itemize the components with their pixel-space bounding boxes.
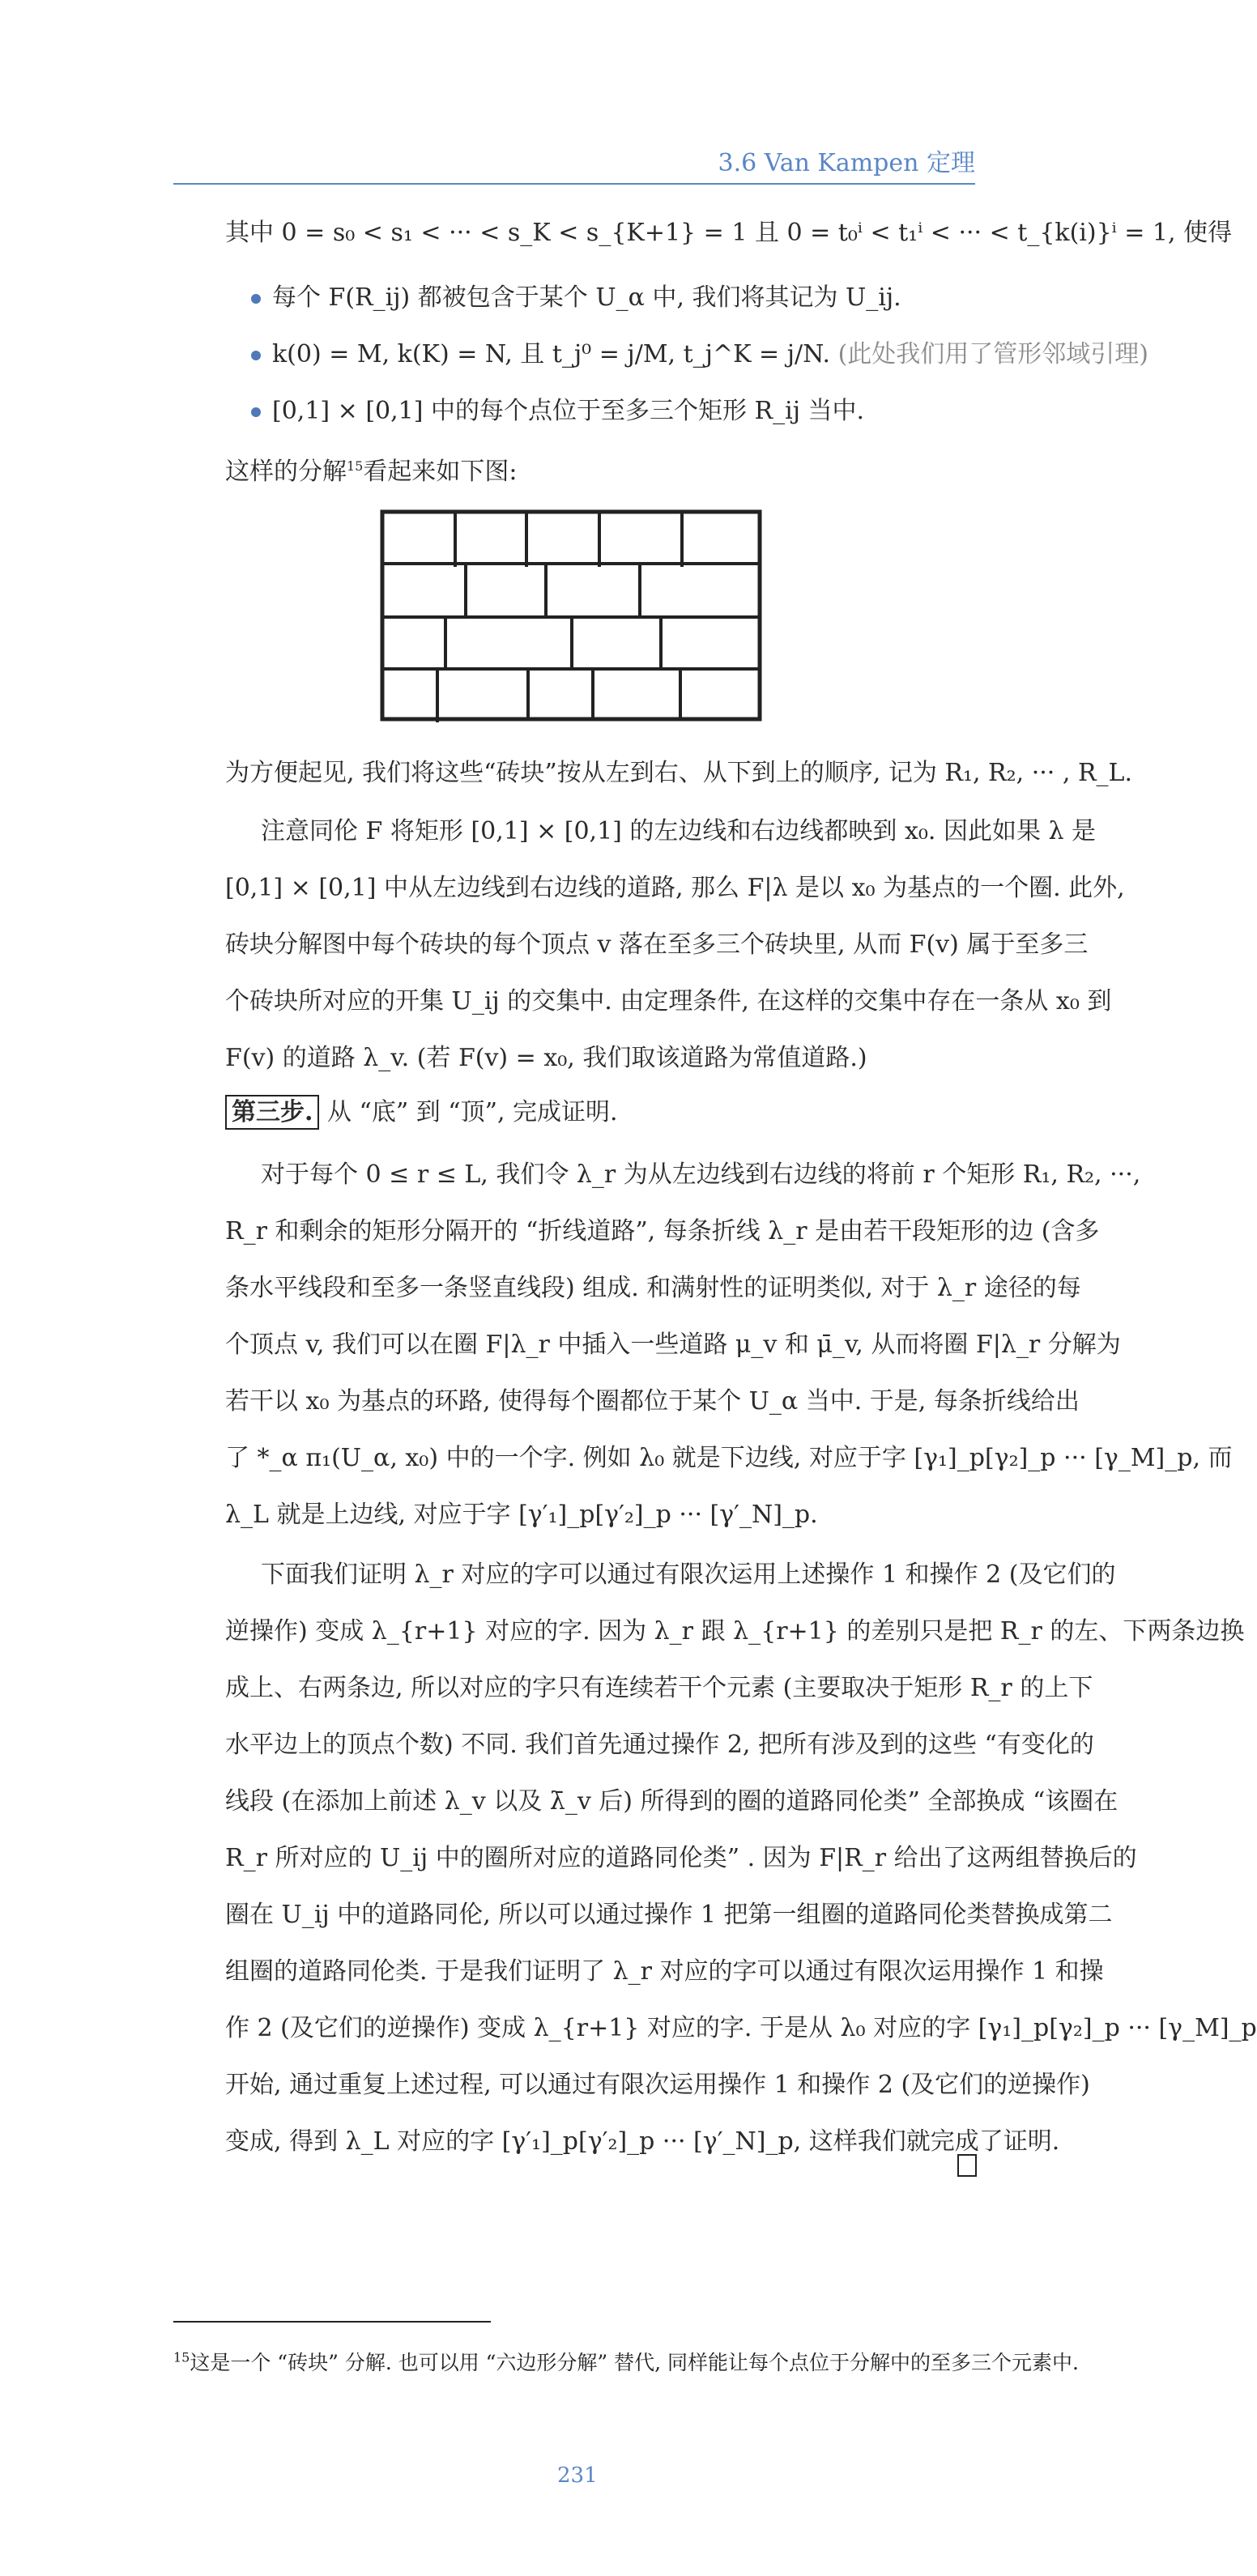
bullet-note: (此处我们用了管形邻域引理): [837, 340, 1148, 368]
paragraph-3-line: 组圈的道路同伦类. 于是我们证明了 λ_r 对应的字可以通过有限次运用操作 1 和操: [225, 1957, 1104, 1986]
paragraph-1-line: 砖块分解图中每个砖块的每个顶点 v 落在至多三个砖块里, 从而 F(v) 属于至多三: [225, 930, 1089, 959]
intro-line: 其中 0 = s₀ < s₁ < ··· < s_K < s_{K+1} = 1 且 0 = t₀ⁱ < t₁ⁱ < ··· < t_{k(i)}ⁱ = 1, 使得: [225, 219, 1233, 247]
paragraph-3-line: R_r 所对应的 U_ij 中的圈所对应的道路同伦类” . 因为 F|R_r 给出了这两组替换后的: [225, 1844, 1137, 1872]
header-rule: [173, 183, 975, 185]
paragraph-3-line: 作 2 (及它们的逆操作) 变成 λ_{r+1} 对应的字. 于是从 λ₀ 对应的字 [γ₁]_p[γ₂]_p ··· [γ_M]_p: [225, 2014, 1257, 2042]
step-3-label: 第三步.: [225, 1095, 319, 1130]
paragraph-2-line: 若干以 x₀ 为基点的环路, 使得每个圈都位于某个 U_α 当中. 于是, 每条折线给出: [225, 1387, 1080, 1416]
paragraph-1-line: 注意同伦 F 将矩形 [0,1] × [0,1] 的左边线和右边线都映到 x₀. 因此如果 λ 是: [261, 817, 1097, 845]
bullet-dot: [251, 351, 261, 360]
paragraph-2-line: 了 *_α π₁(U_α, x₀) 中的一个字. 例如 λ₀ 就是下边线, 对应于字 [γ₁]_p[γ₂]_p ··· [γ_M]_p, 而: [225, 1444, 1233, 1472]
step-3-line: [225, 1096, 978, 1129]
paragraph-1-line: [0,1] × [0,1] 中从左边线到右边线的道路, 那么 F|λ 是以 x₀ 为基点的一个圈. 此外,: [225, 874, 1125, 902]
bullet-item: [0,1] × [0,1] 中的每个点位于至多三个矩形 R_ij 当中.: [272, 397, 865, 425]
step-3-text: 从 “底” 到 “顶”, 完成证明.: [327, 1098, 618, 1126]
footnote-number: 15: [173, 2349, 190, 2365]
paragraph-1-line: F(v) 的道路 λ_v. (若 F(v) = x₀, 我们取该道路为常值道路.): [225, 1044, 867, 1072]
bullet-item: [272, 338, 1148, 371]
paragraph-3-line: 成上、右两条边, 所以对应的字只有连续若干个元素 (主要取决于矩形 R_r 的上下: [225, 1674, 1093, 1702]
paragraph-2-line: 条水平线段和至多一条竖直线段) 组成. 和满射性的证明类似, 对于 λ_r 途径的每: [225, 1274, 1081, 1302]
paragraph-3-line: 开始, 通过重复上述过程, 可以通过有限次运用操作 1 和操作 2 (及它们的逆操作): [225, 2071, 1090, 2099]
paragraph-1-line: 个砖块所对应的开集 U_ij 的交集中. 由定理条件, 在这样的交集中存在一条从 x₀ 到: [225, 987, 1112, 1015]
paragraph-3-line: 线段 (在添加上前述 λ_v 以及 λ̄_v 后) 所得到的圈的道路同伦类” 全部换成 “该圈在: [225, 1787, 1119, 1816]
brick-decomposition-figure: [381, 510, 761, 721]
bullet-item-main: k(0) = M, k(K) = N, 且 t_j⁰ = j/M, t_j^K = j/N.: [272, 340, 831, 368]
footnote: [173, 2347, 1079, 2376]
paragraph-3-line: 圈在 U_ij 中的道路同伦, 所以可以通过操作 1 把第一组圈的道路同伦类替换成第二: [225, 1901, 1113, 1929]
paragraph-3-line: 水平边上的顶点个数) 不同. 我们首先通过操作 2, 把所有涉及到的这些 “有变化的: [225, 1731, 1094, 1759]
bullet-dot: [251, 407, 261, 417]
page-number: 231: [557, 2463, 598, 2488]
paragraph-3-line: 变成, 得到 λ_L 对应的字 [γ′₁]_p[γ′₂]_p ··· [γ′_N]_p, 这样我们就完成了证明.: [225, 2127, 1060, 2156]
bullet-item: 每个 F(R_ij) 都被包含于某个 U_α 中, 我们将其记为 U_ij.: [272, 283, 901, 312]
footnote-rule: [173, 2321, 491, 2323]
footnote-mark[interactable]: 15: [347, 458, 364, 474]
paragraph-3-line: 下面我们证明 λ_r 对应的字可以通过有限次运用上述操作 1 和操作 2 (及它们的: [261, 1561, 1116, 1589]
footnote-text: 这是一个 “砖块” 分解. 也可以用 “六边形分解” 替代, 同样能让每个点位于分解中的至多三个元素中.: [190, 2351, 1080, 2374]
paragraph-2-line: 个顶点 v, 我们可以在圈 F|λ_r 中插入一些道路 μ_v 和 μ̄_v, 从而将圈 F|λ_r 分解为: [225, 1331, 1121, 1359]
after-figure-line: 为方便起见, 我们将这些“砖块”按从左到右、从下到上的顺序, 记为 R₁, R₂, ··· , R_L.: [225, 759, 1132, 787]
paragraph-3-line: 逆操作) 变成 λ_{r+1} 对应的字. 因为 λ_r 跟 λ_{r+1} 的差别只是把 R_r 的左、下两条边换: [225, 1617, 1245, 1646]
running-header: 3.6 Van Kampen 定理: [718, 149, 975, 177]
paragraph-2-line: 对于每个 0 ≤ r ≤ L, 我们令 λ_r 为从左边线到右边线的将前 r 个矩形 R₁, R₂, ···,: [261, 1160, 1141, 1189]
qed-square-icon: [957, 2154, 977, 2177]
paragraph-2-line: λ_L 就是上边线, 对应于字 [γ′₁]_p[γ′₂]_p ··· [γ′_N]_p.: [225, 1501, 818, 1529]
decomposition-line: 这样的分解$^{15}$看起来如下图:: [225, 458, 518, 486]
bullet-dot: [251, 294, 261, 304]
paragraph-2-line: R_r 和剩余的矩形分隔开的 “折线道路”, 每条折线 λ_r 是由若干段矩形的边 (含多: [225, 1217, 1100, 1245]
